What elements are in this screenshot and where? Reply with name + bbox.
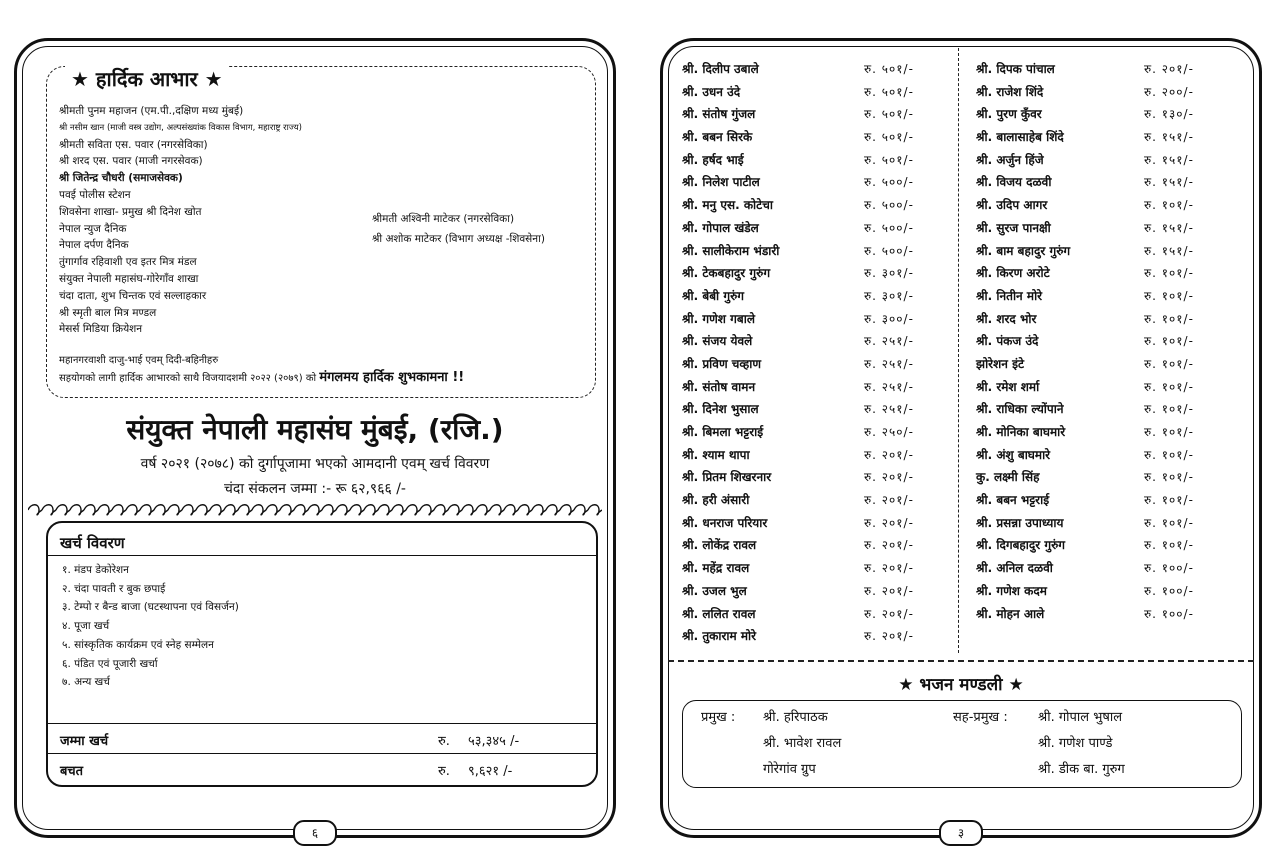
donor-amount: रु. ३००/- bbox=[864, 311, 914, 326]
acknowledgement-item: श्री स्मृती बाल मित्र मण्डल bbox=[59, 306, 157, 319]
section-divider bbox=[668, 660, 1254, 662]
donor-amount: रु. १०१/- bbox=[1144, 288, 1194, 303]
donor-amount: रु. १०१/- bbox=[1144, 447, 1194, 462]
donor-name: श्री. अंशु बाघमारे bbox=[976, 447, 1051, 462]
expense-item: ४. पूजा खर्च bbox=[62, 620, 110, 633]
acknowledgement-item: नेपाल न्युज दैनिक bbox=[59, 222, 127, 235]
donor-row bbox=[976, 194, 1246, 217]
donor-amount: रु. १०१/- bbox=[1144, 379, 1194, 394]
acknowledgement-item: श्री शरद एस. पवार (माजी नगरसेवक) bbox=[59, 155, 203, 168]
donor-name: श्री. बबन भट्टराई bbox=[976, 493, 1050, 508]
donor-name: झोरेशन इंटे bbox=[976, 356, 1025, 371]
donor-row bbox=[682, 217, 952, 240]
decorative-border bbox=[28, 502, 602, 518]
donor-amount: रु. ५०१/- bbox=[864, 130, 914, 145]
acknowledgement-footer bbox=[59, 352, 464, 387]
donor-name: श्री. सालीकेराम भंडारी bbox=[682, 243, 780, 258]
expense-title: खर्च विवरण bbox=[60, 534, 125, 552]
donor-row bbox=[682, 103, 952, 126]
donor-amount: रु. ५००/- bbox=[864, 198, 914, 213]
donor-amount: रु. १०१/- bbox=[1144, 402, 1194, 417]
donor-row bbox=[682, 308, 952, 331]
donor-row bbox=[682, 580, 952, 603]
donor-row bbox=[682, 557, 952, 580]
donor-row bbox=[976, 557, 1246, 580]
donor-amount: रु. १५१/- bbox=[1144, 175, 1194, 190]
donor-amount: रु. १०१/- bbox=[1144, 425, 1194, 439]
donor-amount: रु. १०१/- bbox=[1144, 334, 1194, 349]
donor-row bbox=[976, 466, 1246, 489]
donor-row bbox=[976, 398, 1246, 421]
donor-amount: रु. २०१/- bbox=[864, 447, 914, 462]
collection-total: चंदा संकलन जम्मा :- रू ६२,९६६ /- bbox=[224, 481, 406, 497]
savings-row bbox=[48, 753, 596, 784]
donor-name: श्री. बिमला भट्टराई bbox=[682, 425, 764, 439]
donor-amount: रु. १००/- bbox=[1144, 583, 1194, 598]
donor-row bbox=[682, 285, 952, 308]
donor-row bbox=[976, 126, 1246, 149]
donor-amount: रु. २५०/- bbox=[864, 425, 914, 439]
donor-row bbox=[976, 58, 1246, 81]
acknowledgement-item: नेपाल दर्पण दैनिक bbox=[59, 239, 129, 252]
donor-amount: रु. १०१/- bbox=[1144, 493, 1194, 508]
expense-item: ६. पंडित एवं पूजारी खर्चा bbox=[62, 657, 158, 670]
ack-footer-line2 bbox=[59, 369, 464, 387]
bhajan-box bbox=[682, 700, 1242, 788]
donor-row bbox=[682, 81, 952, 104]
donor-row bbox=[682, 149, 952, 172]
acknowledgement-item: श्रीमती पुनम महाजन (एम.पी.,दक्षिण मध्य मुंबई) bbox=[59, 105, 244, 117]
donor-row bbox=[976, 603, 1246, 626]
donor-name: श्री. बालासाहेब शिंदे bbox=[976, 130, 1064, 145]
donor-row bbox=[682, 171, 952, 194]
donor-name: श्री. दिनेश भुसाल bbox=[682, 402, 759, 417]
cochief-member: श्री. गोपाल भुषाल bbox=[1038, 710, 1123, 725]
donor-row bbox=[976, 376, 1246, 399]
donor-row bbox=[682, 240, 952, 263]
donor-row bbox=[976, 353, 1246, 376]
donor-amount: रु. २००/- bbox=[1144, 84, 1194, 99]
expense-list bbox=[62, 561, 239, 692]
donor-name: श्री. हर्षद भाई bbox=[682, 152, 744, 167]
savings-label: बचत bbox=[60, 764, 84, 779]
donor-row bbox=[682, 58, 952, 81]
donor-row bbox=[976, 103, 1246, 126]
savings-amount: ९,६२१ /- bbox=[468, 764, 513, 779]
acknowledgement-title: ★ हार्दिक आभार ★ bbox=[65, 65, 229, 92]
flourish-ornament bbox=[28, 502, 602, 518]
donor-amount: रु. १०१/- bbox=[1144, 470, 1194, 485]
donor-amount: रु. २०१/- bbox=[864, 583, 914, 598]
donor-row bbox=[682, 625, 952, 648]
acknowledgement-list bbox=[59, 103, 302, 338]
donor-amount: रु. ५००/- bbox=[864, 220, 914, 235]
chief-member: श्री. हरिपाठक bbox=[763, 710, 828, 725]
donor-name: श्री. महेंद्र रावल bbox=[682, 561, 750, 576]
acknowledgement-item: शिवसेना शाखा- प्रमुख श्री दिनेश खोत bbox=[59, 205, 202, 218]
donor-row bbox=[682, 376, 952, 399]
donor-name: श्री. संतोष गुंजल bbox=[682, 107, 756, 122]
donor-amount: रु. १००/- bbox=[1144, 561, 1194, 576]
chief-member: गोरेगांव ग्रुप bbox=[763, 762, 816, 777]
cochief-label: सह-प्रमुख : bbox=[953, 710, 1008, 725]
donor-name: श्री. दिगबहादुर गुरुंग bbox=[976, 538, 1066, 553]
donor-name: श्री. पुरण कुँवर bbox=[976, 107, 1042, 122]
donor-name: श्री. बबन सिरके bbox=[682, 130, 753, 145]
cochief-member: श्री. गणेश पाण्डे bbox=[1038, 736, 1113, 751]
right-page bbox=[660, 38, 1262, 838]
donor-amount: रु. २०१/- bbox=[864, 515, 914, 530]
acknowledgement-item: श्री जितेन्द्र चौधरी (समाजसेवक) bbox=[59, 172, 183, 185]
donor-amount: रु. १५१/- bbox=[1144, 243, 1194, 258]
donor-amount: रु. १०१/- bbox=[1144, 198, 1194, 213]
donor-amount: रु. २५१/- bbox=[864, 379, 914, 394]
expense-item: ५. सांस्कृतिक कार्यक्रम एवं स्नेह सम्मेलन bbox=[62, 638, 214, 651]
acknowledgement-item: मेसर्स मिडिया क्रियेशन bbox=[59, 323, 143, 336]
donor-name: श्री. अनिल दळवी bbox=[976, 561, 1053, 576]
donor-name: श्री. प्रितम शिखरनार bbox=[682, 470, 772, 485]
total-expense-amount: ५३,३४५ /- bbox=[468, 734, 520, 749]
expense-item: १. मंडप डेकोरेशन bbox=[62, 564, 129, 576]
donor-row bbox=[682, 421, 952, 444]
donor-name: श्री. गोपाल खंडेल bbox=[682, 220, 759, 235]
expense-item: ३. टेम्पो र बैन्ड बाजा (घटस्थापना एवं विसर्जन) bbox=[62, 601, 239, 614]
chief-member: श्री. भावेश रावल bbox=[763, 736, 842, 751]
donor-list-column-2 bbox=[976, 58, 1246, 625]
donor-amount: रु. १३०/- bbox=[1144, 107, 1194, 122]
donor-row bbox=[976, 580, 1246, 603]
donor-name: श्री. राधिका ल्योंपाने bbox=[976, 402, 1064, 417]
donor-row bbox=[976, 171, 1246, 194]
donor-amount: रु. ५००/- bbox=[864, 243, 914, 258]
donor-name: श्री. दिपक पांचाल bbox=[976, 62, 1055, 76]
donor-amount: रु. ३०१/- bbox=[864, 266, 914, 281]
donor-amount: रु. १५१/- bbox=[1144, 220, 1194, 235]
donor-name: श्री. प्रसन्ना उपाध्याय bbox=[976, 515, 1064, 530]
donor-amount: रु. १००/- bbox=[1144, 606, 1194, 621]
donor-amount: रु. १५१/- bbox=[1144, 152, 1194, 167]
donor-amount: रु. २०१/- bbox=[864, 493, 914, 508]
organization-subtitle: वर्ष २०२१ (२०७८) को दुर्गापूजामा भएको आमदानी एवम् खर्च विवरण bbox=[140, 456, 490, 472]
donor-row bbox=[682, 330, 952, 353]
ack-side-item: श्री अशोक माटेकर (विभाग अध्यक्ष -शिवसेना) bbox=[372, 233, 545, 245]
donor-row bbox=[682, 534, 952, 557]
donor-name: श्री. दिलीप उबाले bbox=[682, 62, 759, 76]
donor-row bbox=[976, 308, 1246, 331]
donor-name: श्री. मोहन आले bbox=[976, 606, 1045, 621]
donor-row bbox=[976, 489, 1246, 512]
donor-amount: रु. ५०१/- bbox=[864, 84, 914, 99]
savings-currency: रु. bbox=[438, 764, 450, 779]
donor-row bbox=[682, 489, 952, 512]
donor-amount: रु. १०१/- bbox=[1144, 515, 1194, 530]
donor-name: श्री. सुरज पानक्षी bbox=[976, 220, 1051, 235]
donor-amount: रु. ५०१/- bbox=[864, 152, 914, 167]
donor-name: श्री. ललित रावल bbox=[682, 606, 756, 621]
donor-name: श्री. तुकाराम मोरे bbox=[682, 629, 757, 644]
donor-amount: रु. २०१/- bbox=[864, 538, 914, 553]
donor-amount: रु. २५१/- bbox=[864, 402, 914, 417]
donor-row bbox=[976, 421, 1246, 444]
donor-name: श्री. उधन उंदे bbox=[682, 84, 741, 99]
donor-name: श्री. निलेश पाटील bbox=[682, 175, 760, 190]
acknowledgement-item: श्री नसीम खान (माजी वस्त्र उद्योग, अल्पसंख्यांक विकास विभाग, महाराष्ट्र राज्य) bbox=[59, 122, 302, 133]
donor-amount: रु. २०१/- bbox=[864, 470, 914, 485]
donor-name: श्री. गणेश गबाले bbox=[682, 311, 755, 326]
donor-amount: रु. ५००/- bbox=[864, 175, 914, 190]
donor-amount: रु. २०१/- bbox=[864, 561, 914, 576]
donor-name: श्री. लोकेंद्र रावल bbox=[682, 538, 757, 553]
donor-amount: रु. २०१/- bbox=[864, 606, 914, 621]
total-expense-row bbox=[48, 723, 596, 754]
donor-row bbox=[682, 398, 952, 421]
donor-amount: रु. १०१/- bbox=[1144, 311, 1194, 326]
donor-row bbox=[682, 353, 952, 376]
acknowledgement-item: चंदा दाता, शुभ चिन्तक एवं सल्लाहकार bbox=[59, 289, 207, 302]
donor-name: श्री. रमेश शर्मा bbox=[976, 379, 1040, 394]
cochief-member: श्री. डीक बा. गुरुग bbox=[1038, 762, 1125, 777]
column-divider bbox=[958, 48, 959, 653]
donor-name: श्री. गणेश कदम bbox=[976, 583, 1047, 598]
ack-footer-text: सहयोगको लागी हार्दिक आभारको साथै विजयादशमी २०२२ (२०७९) को bbox=[59, 373, 317, 384]
ack-side-item: श्रीमती अश्विनी माटेकर (नगरसेविका) bbox=[372, 213, 515, 225]
donor-name: श्री. किरण अरोटे bbox=[976, 266, 1050, 281]
donor-name: श्री. राजेश शिंदे bbox=[976, 84, 1044, 99]
donor-amount: रु. १५१/- bbox=[1144, 130, 1194, 145]
donor-row bbox=[976, 330, 1246, 353]
total-expense-label: जम्मा खर्च bbox=[60, 734, 109, 749]
organization-title: संयुक्त नेपाली महासंघ मुंबई, (रजि.) bbox=[126, 413, 504, 446]
donor-name: श्री. प्रविण चव्हाण bbox=[682, 356, 762, 371]
expense-item: ७. अन्य खर्च bbox=[62, 676, 110, 689]
donor-row bbox=[976, 217, 1246, 240]
donor-amount: रु. १०१/- bbox=[1144, 266, 1194, 281]
donor-name: श्री. नितीन मोरे bbox=[976, 288, 1043, 303]
acknowledgement-side-list bbox=[372, 209, 545, 249]
divider bbox=[48, 555, 596, 556]
total-expense-currency: रु. bbox=[438, 734, 450, 749]
donor-row bbox=[682, 126, 952, 149]
donor-name: श्री. उजल भुल bbox=[682, 583, 747, 598]
expense-box bbox=[46, 521, 598, 787]
donor-name: श्री. मनु एस. कोटेचा bbox=[682, 198, 773, 213]
donor-name: श्री. धनराज परियार bbox=[682, 515, 768, 530]
acknowledgement-item: तुंगार्गाव रहिवाशी एव इतर मित्र मंडल bbox=[59, 256, 197, 269]
donor-row bbox=[976, 240, 1246, 263]
donor-row bbox=[682, 603, 952, 626]
donor-row bbox=[976, 534, 1246, 557]
donor-amount: रु. २५१/- bbox=[864, 356, 914, 371]
donor-row bbox=[976, 285, 1246, 308]
donor-row bbox=[976, 262, 1246, 285]
donor-list-column-1 bbox=[682, 58, 952, 648]
donor-amount: रु. १०१/- bbox=[1144, 538, 1194, 553]
donor-row bbox=[976, 149, 1246, 172]
bhajan-title: ★ भजन मण्डली ★ bbox=[898, 675, 1024, 695]
acknowledgement-item: पवई पोलीस स्टेशन bbox=[59, 188, 131, 201]
donor-row bbox=[682, 512, 952, 535]
donor-row bbox=[682, 444, 952, 467]
donor-amount: रु. ५०१/- bbox=[864, 62, 914, 76]
donor-name: श्री. संतोष वामन bbox=[682, 379, 756, 394]
donor-name: श्री. शरद भोर bbox=[976, 311, 1037, 326]
acknowledgement-box bbox=[46, 66, 596, 398]
donor-name: श्री. श्याम थापा bbox=[682, 447, 750, 462]
donor-row bbox=[682, 262, 952, 285]
left-page bbox=[14, 38, 616, 838]
donor-amount: रु. १०१/- bbox=[1144, 356, 1194, 371]
donor-name: श्री. विजय दळवी bbox=[976, 175, 1052, 190]
donor-name: श्री. मोनिका बाघमारे bbox=[976, 425, 1066, 439]
chief-label: प्रमुख : bbox=[701, 710, 736, 725]
donor-name: श्री. हरी अंसारी bbox=[682, 493, 750, 508]
page-number: ६ bbox=[293, 820, 337, 846]
ack-footer-greeting: मंगलमय हार्दिक शुभकामना !! bbox=[319, 370, 465, 385]
donor-name: कु. लक्ष्मी सिंह bbox=[976, 470, 1040, 485]
acknowledgement-item: श्रीमती सविता एस. पवार (नगरसेविका) bbox=[59, 138, 208, 151]
donor-amount: रु. २०१/- bbox=[864, 629, 914, 644]
donor-row bbox=[976, 444, 1246, 467]
acknowledgement-item: संयुक्त नेपाली महासंघ-गोरेगाँव शाखा bbox=[59, 272, 199, 285]
donor-name: श्री. टेकबहादुर गुरुंग bbox=[682, 266, 771, 281]
donor-amount: रु. ३०१/- bbox=[864, 288, 914, 303]
donor-amount: रु. २५१/- bbox=[864, 334, 914, 349]
donor-name: श्री. बेबी गुरुंग bbox=[682, 288, 745, 303]
donor-name: श्री. अर्जुन हिंजे bbox=[976, 152, 1044, 167]
donor-amount: रु. २०१/- bbox=[1144, 62, 1194, 76]
page-number: ३ bbox=[939, 820, 983, 846]
donor-name: श्री. बाम बहादुर गुरुंग bbox=[976, 243, 1071, 258]
donor-row bbox=[682, 194, 952, 217]
donor-row bbox=[682, 466, 952, 489]
donor-name: श्री. संजय येवले bbox=[682, 334, 753, 349]
donor-row bbox=[976, 512, 1246, 535]
ack-footer-line1: महानगरवाशी दाजु-भाई एवम् दिदी-बहिनीहरु bbox=[59, 355, 219, 366]
donor-row bbox=[976, 81, 1246, 104]
donor-name: श्री. पंकज उंदे bbox=[976, 334, 1039, 349]
donor-name: श्री. उदिप आगर bbox=[976, 198, 1048, 213]
donor-amount: रु. ५०१/- bbox=[864, 107, 914, 122]
expense-item: २. चंदा पावती र बुक छपाई bbox=[62, 582, 166, 595]
